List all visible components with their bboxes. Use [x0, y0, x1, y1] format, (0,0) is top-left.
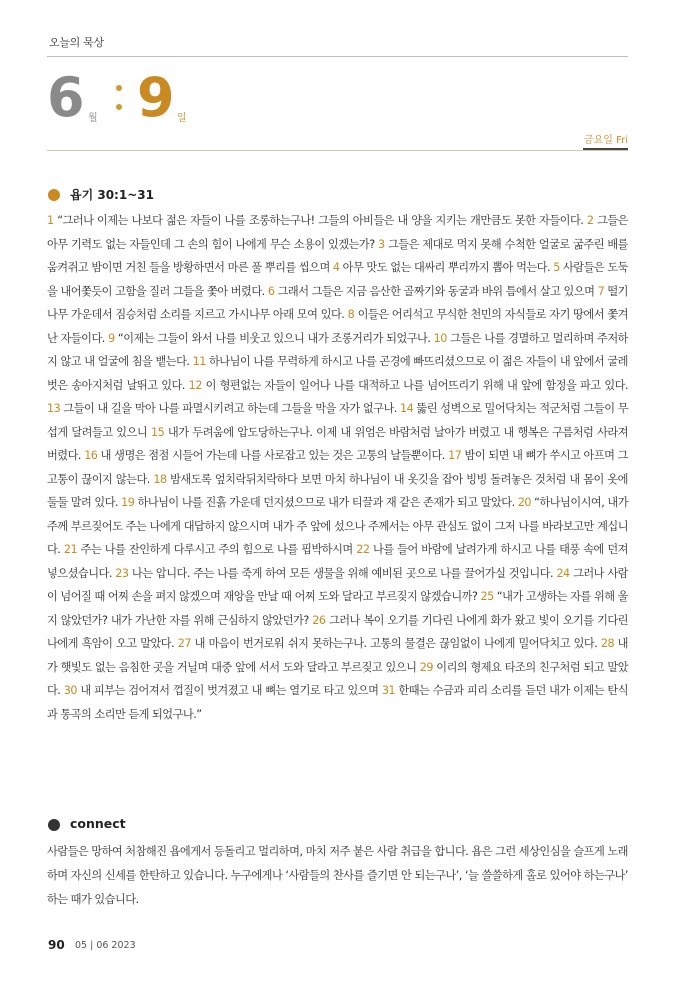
date-colon [115, 82, 123, 116]
verse-number: 15 [150, 425, 165, 439]
date-month: 6 [47, 66, 85, 129]
verse-text: 이들은 어리석고 무식한 천민의 자식들로 자기 땅에서 쫓겨난 자들이다. [47, 308, 628, 345]
verse-number: 10 [433, 331, 447, 345]
verse-number: 16 [84, 449, 98, 462]
verse-number: 25 [480, 590, 494, 603]
verse-number: 9 [108, 331, 115, 345]
verse-number: 18 [153, 472, 167, 486]
verse-text: 떨기나무 가운데서 짐승처럼 소리를 지르고 가시나무 아래 모여 있다. [47, 284, 628, 321]
verse-number: 30 [63, 684, 77, 697]
verse-number: 4 [332, 261, 340, 274]
verse-number: 19 [121, 496, 135, 509]
verse-number: 31 [381, 684, 396, 697]
verse-text: 내 마음이 번거로워 쉬지 못하는구나. 고통의 물결은 끊임없이 나에게 밀어닥치고 있다. [191, 637, 601, 650]
verse-number: 7 [597, 284, 605, 298]
verse-number: 2 [586, 214, 594, 227]
top-rule [47, 56, 628, 57]
verse-text: 그들은 아무 기력도 없는 자들인데 그 손의 힘이 나에게 무슨 소용이 있겠는가? [47, 214, 628, 251]
connect-title: connect [70, 816, 126, 831]
date-day-unit: 일 [177, 113, 187, 124]
verse-text: “이제는 그들이 와서 나를 비웃고 있으니 내가 조롱거리가 되었구나. [114, 331, 434, 345]
verse-text: 사람들은 도둑을 내어쫓듯이 고함을 질러 그들을 쫓아 버렸다. [47, 261, 628, 298]
verse-text: “그러나 이제는 나보다 젊은 자들이 나를 조롱하는구나! 그들의 아비들은 내 양을 지키는 개만큼도 못한 자들이다. [53, 214, 587, 227]
verse-text: 주는 나를 잔인하게 다루시고 주의 힘으로 나를 핍박하시며 [77, 543, 357, 556]
verse-number: 11 [192, 355, 206, 368]
verse-text: 내가 두려움에 압도당하는구나. 이제 내 위엄은 바람처럼 날아가 버렸고 내 행복은 구름처럼 사라져 버렸다. [47, 425, 628, 462]
verse-number: 29 [419, 660, 433, 674]
verse-text: 내 피부는 검어져서 껍질이 벗겨졌고 내 뼈는 열기로 타고 있으며 [76, 684, 382, 697]
verse-text: 나를 들어 바람에 날려가게 하시고 나를 태풍 속에 던져 넣으셨습니다. [47, 543, 628, 580]
verse-number: 28 [600, 637, 615, 650]
issue-label: 05 | 06 2023 [75, 940, 136, 951]
verse-number: 3 [378, 237, 385, 251]
verse-number: 23 [115, 566, 129, 580]
verse-number: 13 [47, 402, 61, 415]
verse-text: 나는 압니다. 주는 나를 죽게 하여 모든 생물을 위해 예비된 곳으로 나를 끌어가실 것입니다. [128, 566, 557, 580]
section-title: 오늘의 묵상 [49, 36, 104, 49]
verse-text: 그들은 제대로 먹지 못해 수척한 얼굴로 굶주린 배를 움켜쥐고 밤이면 거친 들을 방황하면서 마른 풀 뿌리를 씹으며 [47, 237, 628, 274]
weekday-label: 금요일 Fri [583, 135, 628, 146]
verse-text: 그들은 나를 경멸하고 멀리하며 주저하지 않고 내 얼굴에 침을 뱉는다. [47, 331, 628, 368]
verse-number: 27 [177, 637, 192, 650]
scripture-text [47, 209, 628, 726]
verse-number: 24 [556, 566, 570, 580]
verse-text: “하나님이시여, 내가 주께 부르짖어도 주는 나에게 대답하지 않으시며 내가 주 앞에 섰으나 주께서는 아무 관심도 없이 그저 나를 바라보고만 계십니다. [47, 496, 628, 556]
verse-text: 밤이 되면 내 뼈가 쑤시고 아프며 그 고통이 끊이지 않는다. [47, 449, 628, 486]
verse-text: 뚫린 성벽으로 밀어닥치는 적군처럼 그들이 무섭게 달려들고 있으니 [47, 402, 628, 439]
verse-text: 그러나 복이 오기를 기다린 나에게 화가 왔고 빛이 오기를 기다린 나에게 흑암이 오고 말았다. [47, 613, 628, 650]
verse-text: 그러나 사람이 넘어질 때 어찌 손을 펴지 않겠으며 재앙을 만날 때 어찌 도와 달라고 부르짖지 않겠습니까? [47, 566, 628, 603]
verse-text: 이 형편없는 자들이 일어나 나를 대적하고 나를 넘어뜨리기 위해 내 앞에 함정을 파고 있다. [201, 378, 628, 392]
verse-number: 26 [312, 613, 326, 627]
verse-number: 5 [553, 261, 560, 274]
date-month-unit: 월 [88, 113, 98, 124]
date-rule [47, 150, 628, 151]
verse-number: 8 [347, 308, 355, 321]
verse-text: 그들이 내 길을 막아 나를 파멸시키려고 하는데 그들을 막을 자가 없구나. [60, 402, 401, 415]
verse-text: 내가 햇빛도 없는 음침한 곳을 거닐며 대중 앞에 서서 도와 달라고 부르짖고 있으니 [47, 637, 628, 674]
connect-body: 사람들은 망하여 처참해진 욥에게서 등돌리고 멀리하며, 마치 저주 붙은 사람 취급을 합니다. 욥은 그런 세상인심을 슬프게 노래하며 자신의 신세를 한탄하고 있습니다. 누구에게나 ‘사람들의 찬사를 즐기면 안 되는구나’, ‘늘 쓸쓸하게 홀로 있어야 하는구나’ 하는 때가 있습니다. [47, 845, 628, 906]
verse-text: 하나님이 나를 진흙 가운데 던지셨으므로 내가 티끌과 재 같은 존재가 되고 말았다. [134, 496, 518, 509]
verse-text: 내 생명은 점점 시들어 가는데 나를 사로잡고 있는 것은 고통의 날들뿐이다. [97, 449, 449, 462]
verse-number: 22 [356, 543, 370, 556]
verse-number: 1 [47, 214, 54, 227]
verse-text: “내가 고생하는 자를 위해 울지 않았던가? 내가 가난한 자를 위해 근심하지 않았던가? [47, 590, 628, 627]
verse-text: 그래서 그들은 지금 음산한 골짜기와 동굴과 바위 틈에서 살고 있으며 [274, 284, 598, 298]
verse-text: 아무 맛도 없는 대싸리 뿌리까지 뽑아 먹는다. [339, 261, 554, 274]
reference-bullet-icon [48, 189, 60, 201]
verse-number: 17 [448, 449, 462, 462]
verse-number: 14 [400, 402, 414, 415]
verse-text: 하나님이 나를 무력하게 하시고 나를 곤경에 빠뜨리셨으므로 이 젊은 자들이 내 앞에서 굴레 벗은 송아지처럼 날뛰고 있다. [47, 355, 628, 392]
page-number: 90 [48, 938, 65, 952]
verse-text: 한때는 수금과 피리 소리를 듣던 내가 이제는 탄식과 통곡의 소리만 듣게 되었구나.” [47, 684, 629, 721]
scripture-reference: 욥기 30:1~31 [70, 188, 154, 202]
verse-number: 21 [63, 543, 78, 556]
verse-number: 6 [267, 284, 275, 298]
verse-number: 20 [517, 496, 532, 509]
verse-text: 이리의 형제요 타조의 친구처럼 되고 말았다. [47, 660, 629, 697]
date-day: 9 [137, 66, 175, 129]
connect-bullet-icon [48, 819, 60, 831]
verse-text: 밤새도록 엎치락뒤치락하다 보면 마치 하나님이 내 옷깃을 잡아 빙빙 돌려놓은 것처럼 내 몸이 옷에 둘둘 말려 있다. [47, 472, 628, 509]
verse-number: 12 [188, 378, 202, 392]
